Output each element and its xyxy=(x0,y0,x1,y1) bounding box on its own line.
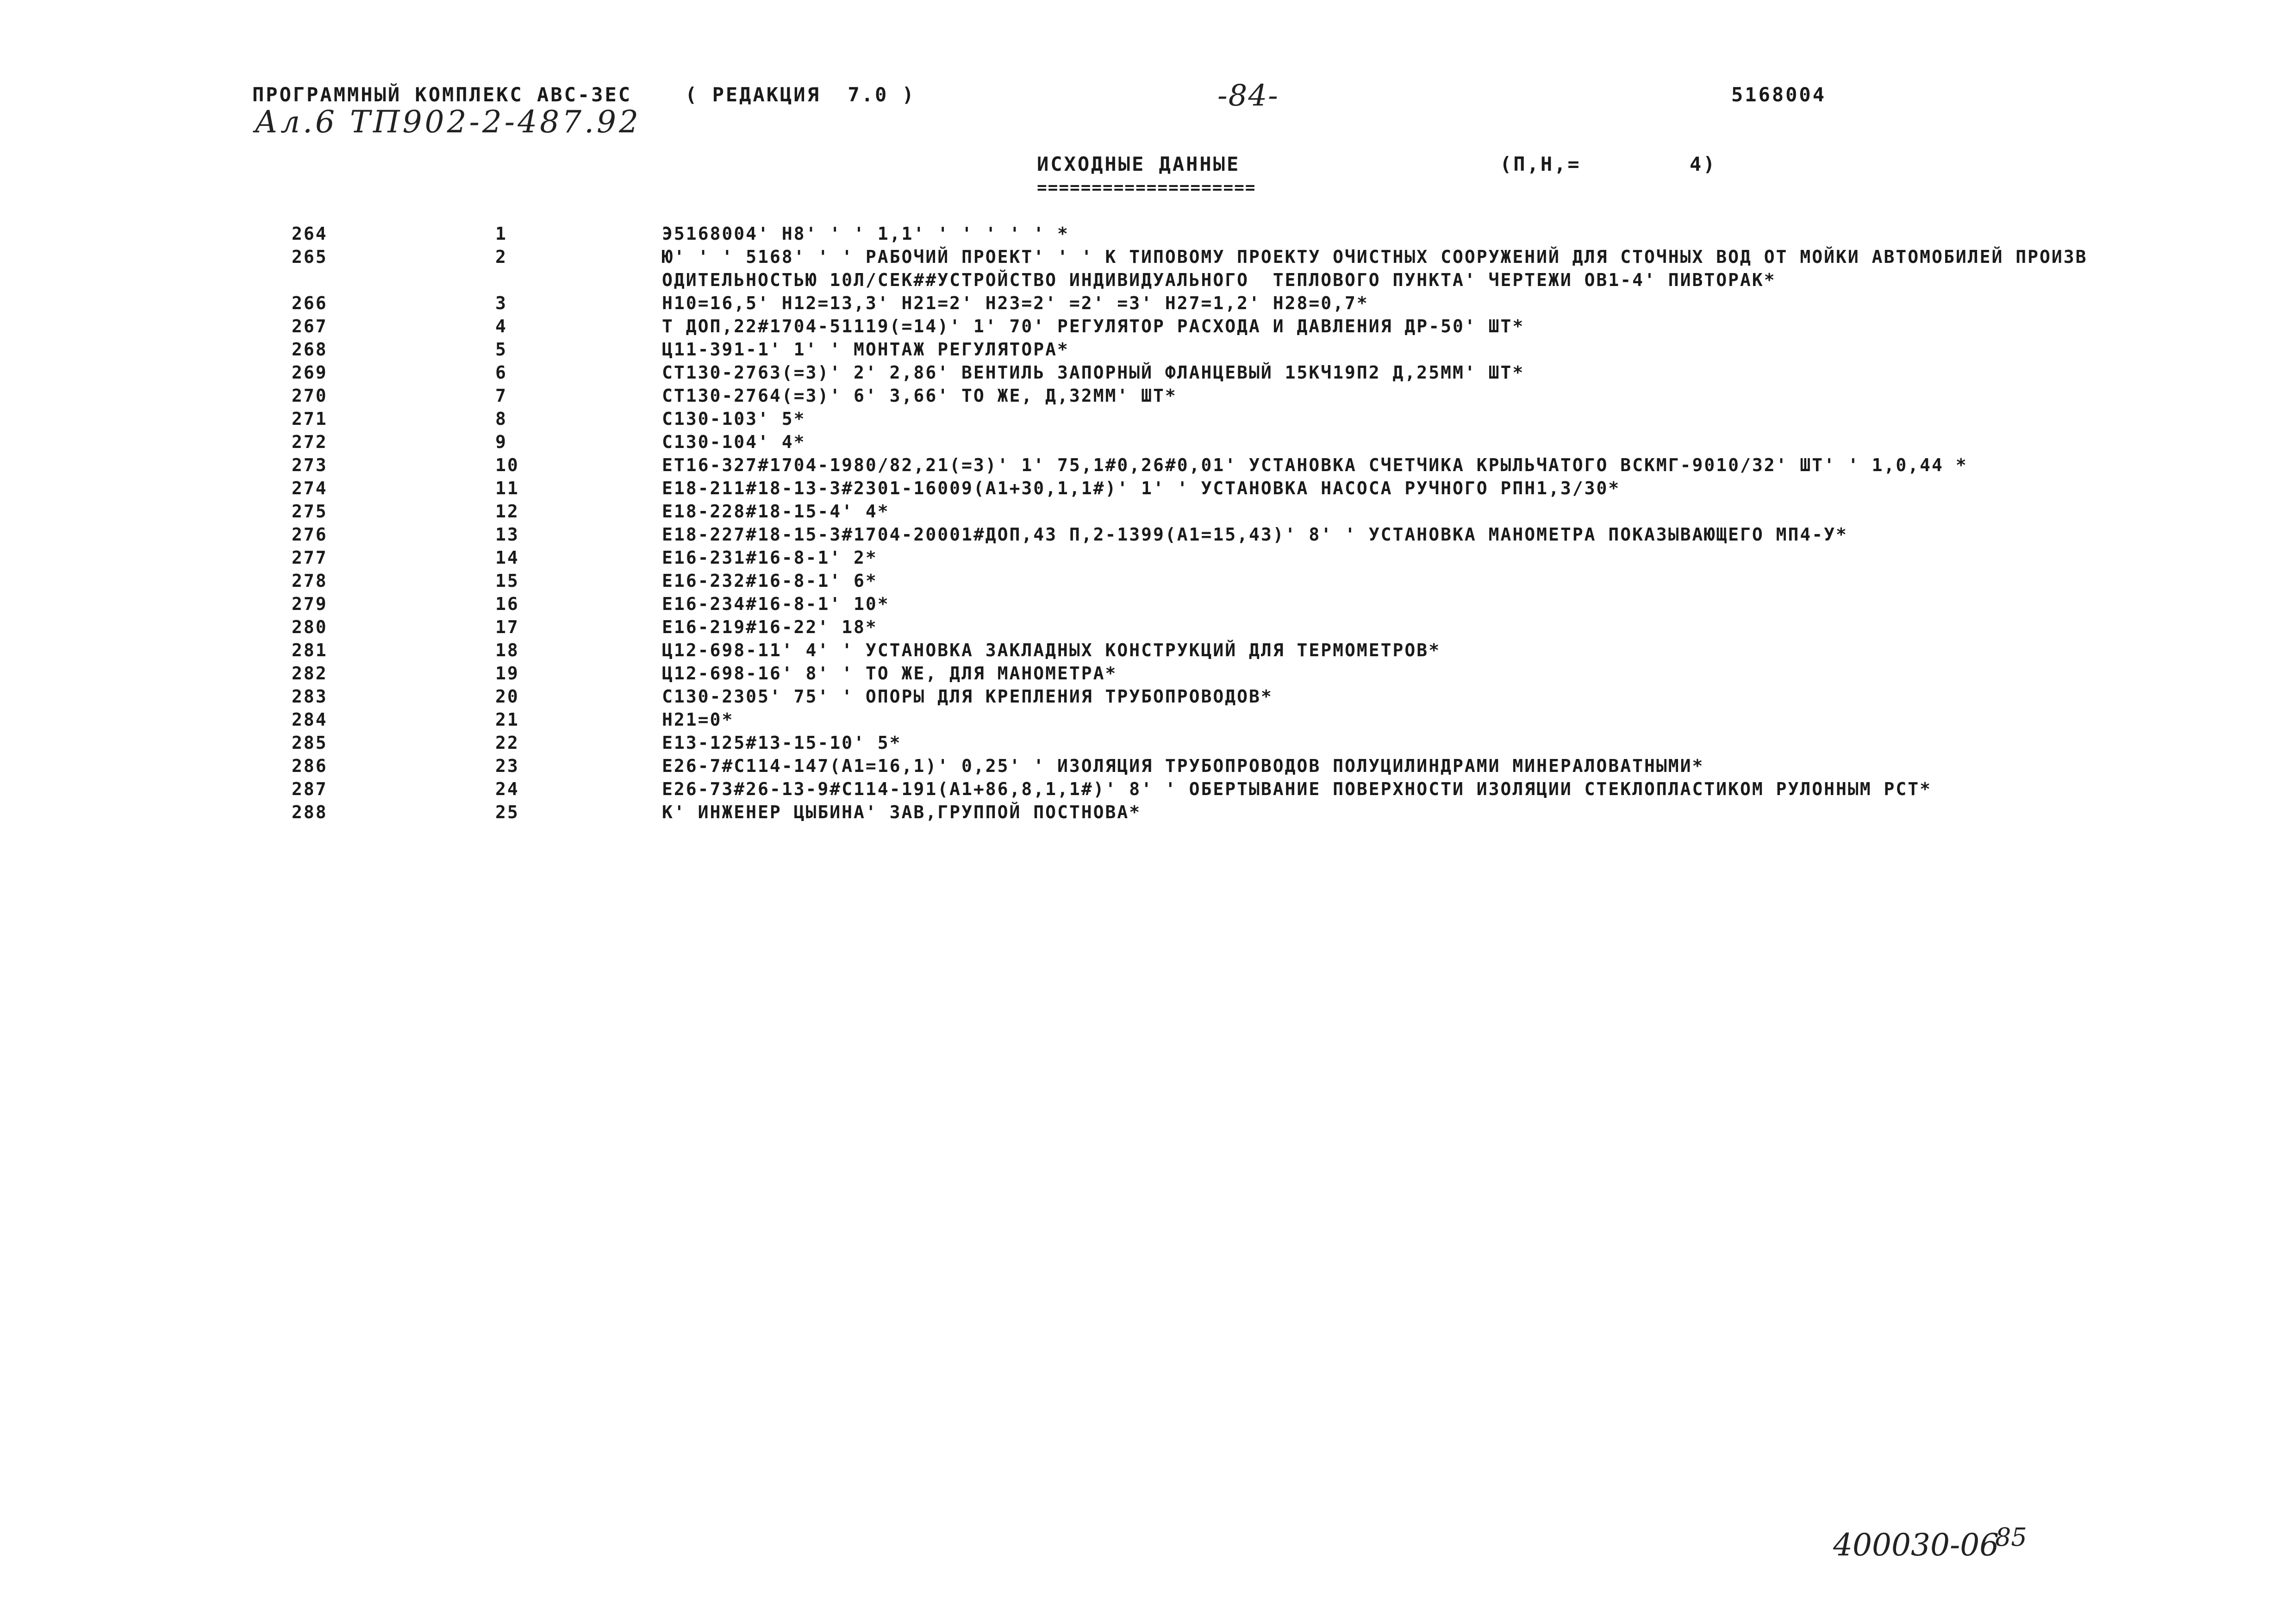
record-text: Ц12-698-16' 8' ' ТО ЖЕ, ДЛЯ МАНОМЕТРА* xyxy=(662,663,1117,684)
line-number: 283 xyxy=(292,686,328,707)
line-number: 285 xyxy=(292,733,328,753)
line-number: 287 xyxy=(292,779,328,799)
record-number: 3 xyxy=(495,293,507,313)
record-text: Е18-227#18-15-3#1704-20001#ДОП,43 П,2-1399(А1=15,43)' 8' ' УСТАНОВКА МАНОМЕТРА ПОКАЗЫВАЮЩЕГО МП4-У* xyxy=(662,524,1848,545)
listing-row xyxy=(292,222,2097,245)
listing-row xyxy=(292,477,2097,500)
listing-row xyxy=(292,777,2097,801)
line-number: 264 xyxy=(292,224,328,244)
record-text: Е13-125#13-15-10' 5* xyxy=(662,733,902,753)
section-title: ИСХОДНЫЕ ДАННЫЕ xyxy=(1037,153,1241,175)
record-text: Е18-211#18-13-3#2301-16009(А1+30,1,1#)' 1' ' УСТАНОВКА НАСОСА РУЧНОГО РПН1,3/30* xyxy=(662,478,1621,498)
record-number: 22 xyxy=(495,733,519,753)
source-data-listing xyxy=(292,222,2097,824)
line-number: 282 xyxy=(292,663,328,684)
record-number: 24 xyxy=(495,779,519,799)
record-number: 4 xyxy=(495,316,507,336)
line-number: 284 xyxy=(292,709,328,730)
listing-row xyxy=(292,708,2097,731)
line-number: 276 xyxy=(292,524,328,545)
record-text: СТ130-2763(=3)' 2' 2,86' ВЕНТИЛЬ ЗАПОРНЫЙ ФЛАНЦЕВЫЙ 15КЧ19П2 Д,25ММ' ШТ* xyxy=(662,362,1525,383)
record-number: 10 xyxy=(495,455,519,475)
listing-row xyxy=(292,662,2097,685)
line-number: 275 xyxy=(292,501,328,522)
line-number: 265 xyxy=(292,247,328,267)
section-title-underline: ==================== xyxy=(1037,178,1256,197)
record-number: 2 xyxy=(495,247,507,267)
record-text: С130-2305' 75' ' ОПОРЫ ДЛЯ КРЕПЛЕНИЯ ТРУБОПРОВОДОВ* xyxy=(662,686,1273,707)
listing-row xyxy=(292,245,2097,292)
record-number: 1 xyxy=(495,224,507,244)
listing-row xyxy=(292,616,2097,639)
document-code: 5168004 xyxy=(1731,83,1827,106)
record-number: 19 xyxy=(495,663,519,684)
record-number: 23 xyxy=(495,756,519,776)
record-number: 7 xyxy=(495,386,507,406)
listing-row xyxy=(292,801,2097,824)
record-number: 13 xyxy=(495,524,519,545)
record-text: Е16-234#16-8-1' 10* xyxy=(662,594,890,614)
line-number: 288 xyxy=(292,802,328,822)
edition: ( РЕДАКЦИЯ 7.0 ) xyxy=(685,83,916,106)
record-number: 17 xyxy=(495,617,519,637)
listing-row xyxy=(292,569,2097,592)
record-number: 14 xyxy=(495,547,519,568)
record-number: 11 xyxy=(495,478,519,498)
record-number: 12 xyxy=(495,501,519,522)
line-number: 269 xyxy=(292,362,328,383)
page-number: -84- xyxy=(1217,79,1279,113)
line-number: 281 xyxy=(292,640,328,660)
record-text: Е16-231#16-8-1' 2* xyxy=(662,547,878,568)
listing-row xyxy=(292,430,2097,454)
line-number: 278 xyxy=(292,571,328,591)
listing-row xyxy=(292,454,2097,477)
record-number: 8 xyxy=(495,409,507,429)
record-text: Е26-73#26-13-9#С114-191(А1+86,8,1,1#)' 8' ' ОБЕРТЫВАНИЕ ПОВЕРХНОСТИ ИЗОЛЯЦИИ СТЕКЛОПЛАСТИКОМ РУЛОННЫМ РСТ* xyxy=(662,779,1932,799)
listing-row xyxy=(292,731,2097,754)
listing-row xyxy=(292,315,2097,338)
listing-row xyxy=(292,338,2097,361)
record-text: Ю' ' ' 5168' ' ' РАБОЧИЙ ПРОЕКТ' ' ' К ТИПОВОМУ ПРОЕКТУ ОЧИСТНЫХ СООРУЖЕНИЙ ДЛЯ СТОЧНЫХ ВОД ОТ МОЙКИ АВТОМОБИЛЕЙ ПРОИЗВОДИТЕЛЬНОСТЬЮ 10Л/СЕК##УСТРОЙСТВО ИНДИВИДУАЛЬНОГО ТЕПЛОВОГО ПУНКТА' ЧЕРТЕЖИ ОВ1-4' ПИВТОРАК* xyxy=(662,247,2088,290)
listing-row xyxy=(292,384,2097,407)
listing-row xyxy=(292,407,2097,430)
record-number: 21 xyxy=(495,709,519,730)
record-text: Э5168004' Н8' ' ' 1,1' ' ' ' ' ' * xyxy=(662,224,1069,244)
record-number: 18 xyxy=(495,640,519,660)
line-number: 280 xyxy=(292,617,328,637)
record-text: Ц11-391-1' 1' ' МОНТАЖ РЕГУЛЯТОРА* xyxy=(662,339,1069,360)
listing-row xyxy=(292,546,2097,569)
listing-row xyxy=(292,639,2097,662)
line-number: 267 xyxy=(292,316,328,336)
listing-row xyxy=(292,292,2097,315)
line-number: 268 xyxy=(292,339,328,360)
line-number: 274 xyxy=(292,478,328,498)
handwritten-album-ref: Ал.6 ТП902-2-487.92 xyxy=(255,104,642,140)
record-number: 16 xyxy=(495,594,519,614)
record-number: 6 xyxy=(495,362,507,383)
record-text: С130-103' 5* xyxy=(662,409,806,429)
record-text: Е18-228#18-15-4' 4* xyxy=(662,501,890,522)
record-text: Ц12-698-11' 4' ' УСТАНОВКА ЗАКЛАДНЫХ КОНСТРУКЦИЙ ДЛЯ ТЕРМОМЕТРОВ* xyxy=(662,640,1441,660)
listing-row xyxy=(292,685,2097,708)
listing-row xyxy=(292,523,2097,546)
program-name: ПРОГРАММНЫЙ КОМПЛЕКС АВС-3ЕС xyxy=(252,83,632,106)
record-text: Н21=0* xyxy=(662,709,734,730)
record-number: 20 xyxy=(495,686,519,707)
line-number: 266 xyxy=(292,293,328,313)
record-text: К' ИНЖЕНЕР ЦЫБИНА' ЗАВ,ГРУППОЙ ПОСТНОВА* xyxy=(662,802,1142,822)
handwritten-sheet-number: 85 xyxy=(1995,1523,2027,1552)
record-number: 25 xyxy=(495,802,519,822)
record-number: 15 xyxy=(495,571,519,591)
line-number: 279 xyxy=(292,594,328,614)
record-text: СТ130-2764(=3)' 6' 3,66' ТО ЖЕ, Д,32ММ' ШТ* xyxy=(662,386,1177,406)
record-number: 5 xyxy=(495,339,507,360)
listing-row xyxy=(292,500,2097,523)
record-text: Е16-219#16-22' 18* xyxy=(662,617,878,637)
record-text: С130-104' 4* xyxy=(662,432,806,452)
record-text: ЕТ16-327#1704-1980/82,21(=3)' 1' 75,1#0,26#0,01' УСТАНОВКА СЧЕТЧИКА КРЫЛЬЧАТОГО ВСКМГ-9010/32' ШТ' ' 1,0,44 * xyxy=(662,455,1968,475)
line-number: 273 xyxy=(292,455,328,475)
line-number: 286 xyxy=(292,756,328,776)
record-text: Н10=16,5' Н12=13,3' Н21=2' Н23=2' =2' =3' Н27=1,2' Н28=0,7* xyxy=(662,293,1369,313)
line-number: 272 xyxy=(292,432,328,452)
handwritten-stamp: 400030-06 xyxy=(1833,1527,1999,1563)
line-number: 271 xyxy=(292,409,328,429)
record-text: Т ДОП,22#1704-51119(=14)' 1' 70' РЕГУЛЯТОР РАСХОДА И ДАВЛЕНИЯ ДР-50' ШТ* xyxy=(662,316,1525,336)
listing-row xyxy=(292,592,2097,616)
section-params: (П,Н,= 4) xyxy=(1500,153,1717,175)
listing-row xyxy=(292,361,2097,384)
listing-row xyxy=(292,754,2097,777)
line-number: 270 xyxy=(292,386,328,406)
record-number: 9 xyxy=(495,432,507,452)
record-text: Е26-7#С114-147(А1=16,1)' 0,25' ' ИЗОЛЯЦИЯ ТРУБОПРОВОДОВ ПОЛУЦИЛИНДРАМИ МИНЕРАЛОВАТНЫМИ* xyxy=(662,756,1704,776)
line-number: 277 xyxy=(292,547,328,568)
record-text: Е16-232#16-8-1' 6* xyxy=(662,571,878,591)
